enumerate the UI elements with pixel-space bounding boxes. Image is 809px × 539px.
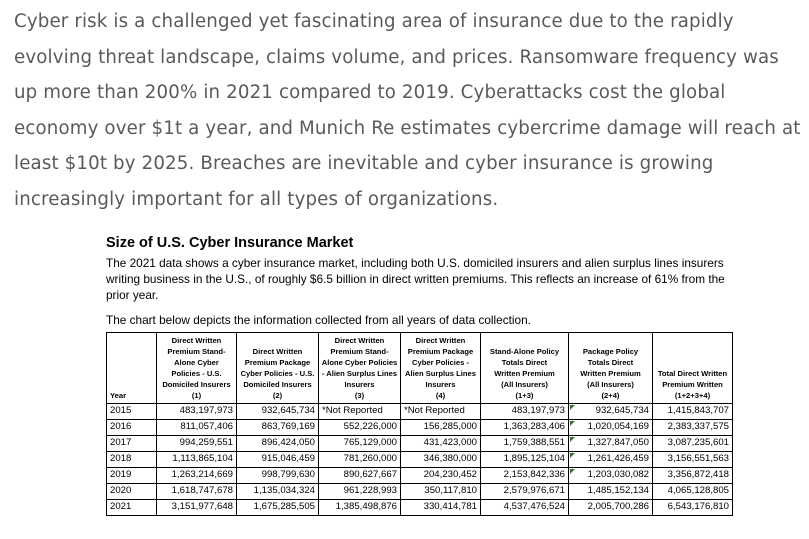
table-body <box>107 404 733 516</box>
column-header-line: Premium Package <box>244 358 311 367</box>
column-header-line: (1) <box>191 391 202 400</box>
value-cell: 1,203,030,082 <box>569 468 653 484</box>
intro-paragraph <box>14 4 804 217</box>
value-cell: 350,117,810 <box>401 484 481 500</box>
value-cell: 811,057,406 <box>157 420 237 436</box>
column-header-line: Premium Stand- <box>167 347 226 356</box>
column-header-line: Insurers <box>425 380 456 389</box>
column-header-line: Stand-Alone Policy <box>489 347 560 356</box>
value-cell: 1,327,847,050 <box>569 436 653 452</box>
column-header-1 <box>157 333 237 404</box>
value-cell: 1,675,285,505 <box>237 500 319 516</box>
table-row <box>107 404 733 420</box>
value-cell: 1,263,214,669 <box>157 468 237 484</box>
table-row <box>107 468 733 484</box>
value-cell: *Not Reported <box>319 404 401 420</box>
column-header-line: Direct Written <box>171 336 222 345</box>
column-header-line: Totals Direct <box>501 358 548 367</box>
year-cell: 2015 <box>107 404 157 420</box>
value-cell: 1,415,843,707 <box>653 404 733 420</box>
column-header-line: - Alien Surplus Lines <box>321 369 398 378</box>
column-header-line: (4) <box>435 391 446 400</box>
value-cell: 1,020,054,169 <box>569 420 653 436</box>
value-cell: 3,356,872,418 <box>653 468 733 484</box>
column-header-line: Insurers <box>344 380 375 389</box>
column-header-line: Premium Package <box>407 347 474 356</box>
value-cell: 6,543,176,810 <box>653 500 733 516</box>
table-row <box>107 420 733 436</box>
column-header-year <box>107 333 157 404</box>
value-cell: 1,485,152,134 <box>569 484 653 500</box>
figure-description: The 2021 data shows a cyber insurance market, including both U.S. domiciled insurers and alien surplus lines insurers writing business in the U.S., of roughly $6.5 billion in direct written premiums. This reflects an increase of 61% from the prior year. <box>106 256 725 302</box>
value-cell: 483,197,973 <box>157 404 237 420</box>
column-header-line: (All Insurers) <box>587 380 634 389</box>
value-cell: *Not Reported <box>401 404 481 420</box>
column-header-line: Total Direct Written <box>657 369 728 378</box>
year-cell: 2019 <box>107 468 157 484</box>
column-header-line: Written Premium <box>580 369 641 378</box>
value-cell: 915,046,459 <box>237 452 319 468</box>
column-header-4 <box>401 333 481 404</box>
column-header-3 <box>319 333 401 404</box>
column-header-5 <box>481 333 569 404</box>
column-header-7 <box>653 333 733 404</box>
figure-note: The chart below depicts the information collected from all years of data collection. <box>106 313 531 327</box>
table-row <box>107 452 733 468</box>
value-cell: 204,230,452 <box>401 468 481 484</box>
value-cell: 1,759,388,551 <box>481 436 569 452</box>
year-cell: 2021 <box>107 500 157 516</box>
column-header-line: Package Policy <box>582 347 639 356</box>
column-header-line: Policies - U.S. <box>171 369 222 378</box>
column-header-line: Year <box>110 391 127 400</box>
year-cell: 2016 <box>107 420 157 436</box>
table-header-row <box>107 333 733 404</box>
column-header-line: Domiciled Insurers <box>162 380 231 389</box>
value-cell: 1,895,125,104 <box>481 452 569 468</box>
value-cell: 1,113,865,104 <box>157 452 237 468</box>
value-cell: 346,380,000 <box>401 452 481 468</box>
value-cell: 431,423,000 <box>401 436 481 452</box>
column-header-line: Cyber Policies - <box>412 358 469 367</box>
table-row <box>107 436 733 452</box>
value-cell: 932,645,734 <box>237 404 319 420</box>
column-header-6 <box>569 333 653 404</box>
value-cell: 156,285,000 <box>401 420 481 436</box>
column-header-line: (1+3) <box>515 391 534 400</box>
column-header-line: Domiciled Insurers <box>243 380 312 389</box>
value-cell: 1,618,747,678 <box>157 484 237 500</box>
value-cell: 765,129,000 <box>319 436 401 452</box>
column-header-line: (2) <box>272 391 283 400</box>
column-header-line: Premium Written <box>662 380 723 389</box>
column-header-line: Direct Written <box>415 336 466 345</box>
column-header-line: (3) <box>354 391 365 400</box>
value-cell: 2,383,337,575 <box>653 420 733 436</box>
value-cell: 863,769,169 <box>237 420 319 436</box>
value-cell: 1,363,283,406 <box>481 420 569 436</box>
column-header-line: Written Premium <box>494 369 555 378</box>
column-header-line: Totals Direct <box>587 358 634 367</box>
value-cell: 330,414,781 <box>401 500 481 516</box>
column-header-line: Direct Written <box>252 347 303 356</box>
column-header-2 <box>237 333 319 404</box>
value-cell: 2,579,976,671 <box>481 484 569 500</box>
column-header-line: Premium Stand- <box>330 347 389 356</box>
value-cell: 3,087,235,601 <box>653 436 733 452</box>
value-cell: 998,799,630 <box>237 468 319 484</box>
column-header-line: Alone Cyber Policies <box>321 358 398 367</box>
value-cell: 4,537,476,524 <box>481 500 569 516</box>
value-cell: 4,065,128,805 <box>653 484 733 500</box>
column-header-line: (1+2+3+4) <box>674 391 711 400</box>
value-cell: 1,385,498,876 <box>319 500 401 516</box>
value-cell: 932,645,734 <box>569 404 653 420</box>
column-header-line: Direct Written <box>334 336 385 345</box>
value-cell: 2,153,842,336 <box>481 468 569 484</box>
value-cell: 994,259,551 <box>157 436 237 452</box>
column-header-line: (2+4) <box>601 391 620 400</box>
column-header-line: Cyber Policies - U.S. <box>240 369 315 378</box>
column-header-line: (All Insurers) <box>501 380 548 389</box>
value-cell: 961,228,993 <box>319 484 401 500</box>
year-cell: 2020 <box>107 484 157 500</box>
column-header-line: Alien Surplus Lines <box>405 369 476 378</box>
figure-title: Size of U.S. Cyber Insurance Market <box>106 235 354 251</box>
table-row <box>107 500 733 516</box>
year-cell: 2018 <box>107 452 157 468</box>
cyber-market-figure <box>106 234 736 513</box>
value-cell: 3,151,977,648 <box>157 500 237 516</box>
value-cell: 1,261,426,459 <box>569 452 653 468</box>
value-cell: 2,005,700,286 <box>569 500 653 516</box>
column-header-line: Alone Cyber <box>174 358 219 367</box>
value-cell: 3,156,551,563 <box>653 452 733 468</box>
value-cell: 781,260,000 <box>319 452 401 468</box>
value-cell: 1,135,034,324 <box>237 484 319 500</box>
value-cell: 483,197,973 <box>481 404 569 420</box>
intro-text: Cyber risk is a challenged yet fascinating area of insurance due to the rapidly evolving threat landscape, claims volume, and prices. Ransomware frequency was up more than 200% in 2021 compared to 2019. Cyberattacks cost the global economy over $1t a year, and Munich Re estimates cybercrime damage will reach at least $10t by 2025. Breaches are inevitable and cyber insurance is growing increasingly important for all types of organizations. <box>14 11 801 210</box>
premium-table <box>106 332 733 516</box>
table-row <box>107 484 733 500</box>
value-cell: 552,226,000 <box>319 420 401 436</box>
value-cell: 896,424,050 <box>237 436 319 452</box>
year-cell: 2017 <box>107 436 157 452</box>
value-cell: 890,627,667 <box>319 468 401 484</box>
